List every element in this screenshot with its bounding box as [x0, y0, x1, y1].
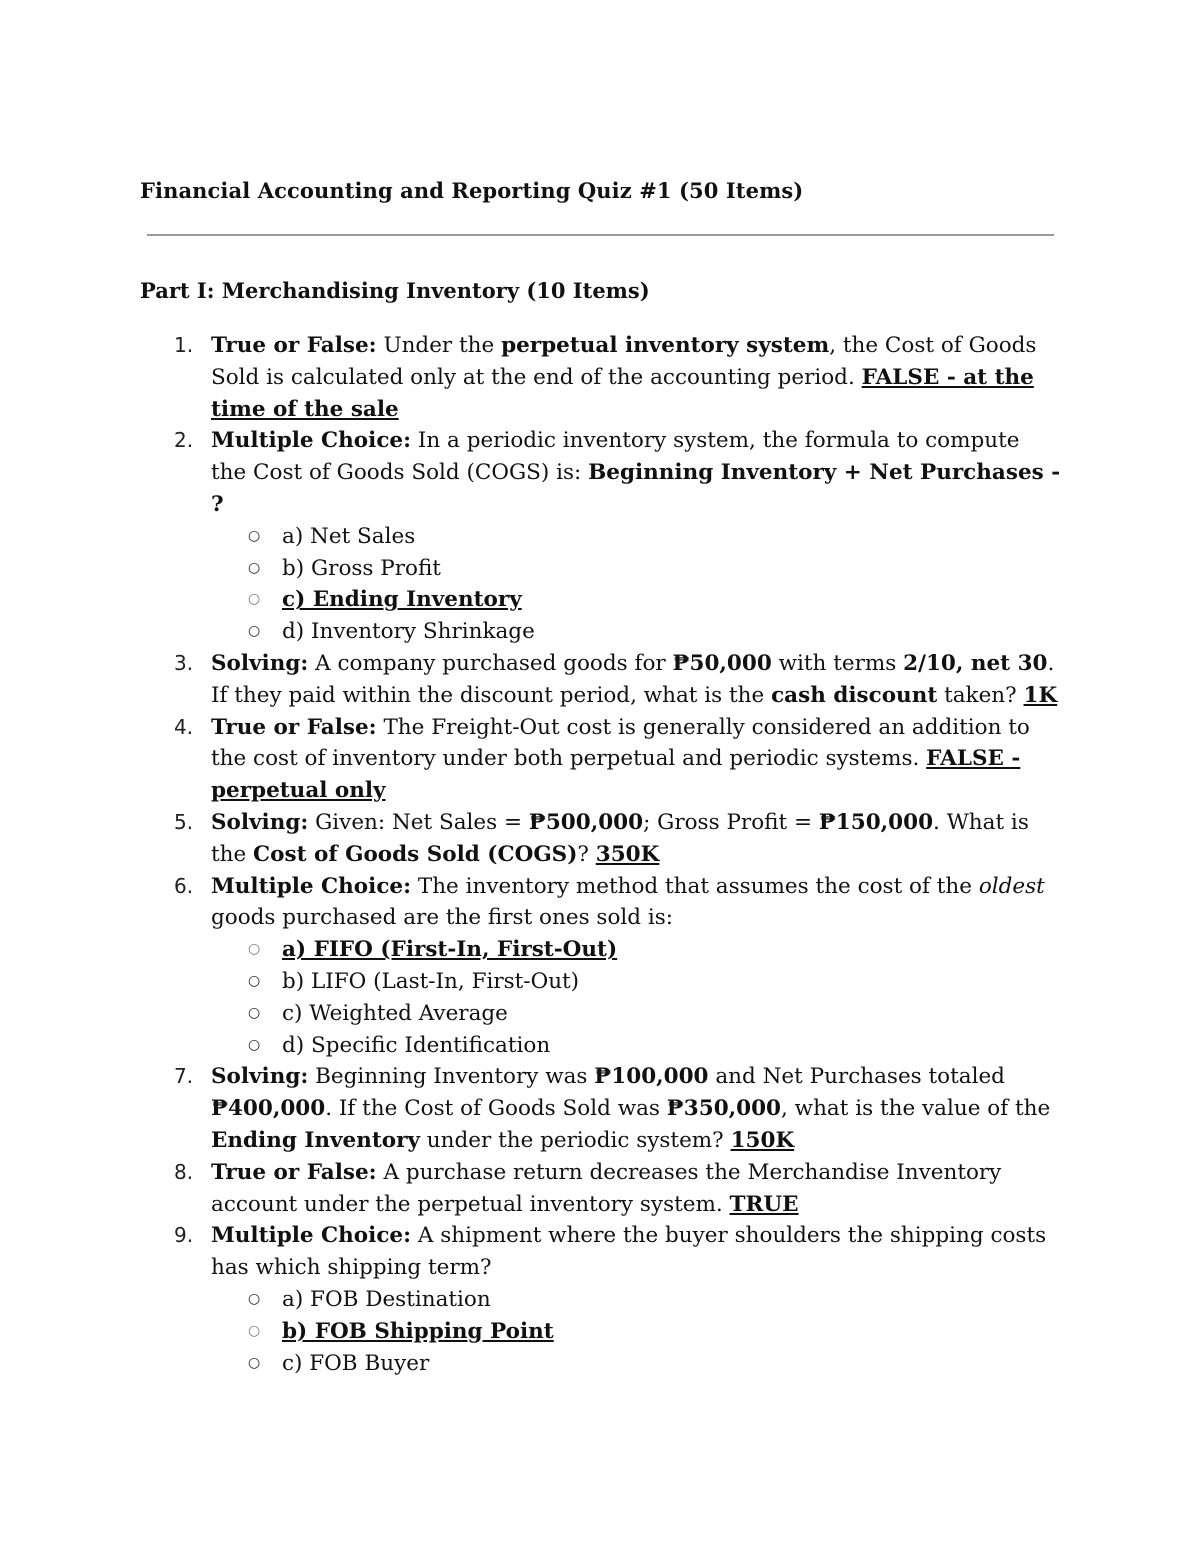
- circle-bullet-icon: ○: [248, 1004, 261, 1021]
- question-text: , the Cost of Goods Sold is calculated only at the end of the accounting period.: [211, 333, 1037, 390]
- question-type: Solving:: [211, 1064, 309, 1090]
- answer-text: 1K: [1023, 682, 1058, 708]
- question-list: [0, 330, 1200, 1379]
- option-c: [211, 998, 1061, 1030]
- document-title: Financial Accounting and Reporting Quiz #1 (50 Items): [140, 178, 804, 203]
- circle-bullet-icon: ○: [248, 591, 261, 608]
- option-a-correct: [211, 934, 1061, 966]
- question-emphasis: ₱500,000: [528, 809, 644, 835]
- option-list: [211, 521, 1061, 648]
- option-list: [211, 1284, 1061, 1379]
- option-label: a) Net Sales: [282, 523, 416, 549]
- question-9: [0, 1220, 1061, 1379]
- question-emphasis: Cost of Goods Sold (COGS): [253, 841, 578, 867]
- question-3: [0, 648, 1061, 712]
- question-number: 3.: [174, 650, 194, 675]
- option-label: a) FIFO (First-In, First-Out): [282, 937, 618, 963]
- answer-text: FALSE - perpetual only: [211, 746, 1021, 804]
- question-1: [0, 330, 1061, 425]
- option-d: [211, 1030, 1061, 1062]
- question-number: 7.: [174, 1064, 194, 1089]
- question-text: A purchase return decreases the Merchandise Inventory account under the perpetual inventory system.: [211, 1159, 1002, 1217]
- question-text: with terms: [771, 650, 904, 676]
- question-7: [0, 1061, 1061, 1156]
- question-emphasis: ₱350,000: [666, 1096, 782, 1122]
- question-emphasis: ₱100,000: [594, 1064, 709, 1090]
- question-emphasis: 2/10, net 30: [903, 650, 1048, 676]
- question-text: Given: Net Sales =: [308, 809, 529, 835]
- question-number: 6.: [174, 873, 194, 898]
- circle-bullet-icon: ○: [248, 623, 261, 640]
- question-text: ; Gross Profit =: [643, 809, 819, 835]
- question-emphasis: cash discount: [771, 682, 938, 708]
- circle-bullet-icon: ○: [248, 972, 261, 989]
- question-text: . If they paid within the discount period, what is the: [211, 650, 1055, 708]
- answer-text: 150K: [730, 1127, 795, 1153]
- question-text: . What is the: [211, 809, 1029, 867]
- answer-text: TRUE: [729, 1191, 799, 1217]
- circle-bullet-icon: ○: [248, 559, 261, 576]
- part-heading: Part I: Merchandising Inventory (10 Items): [140, 278, 650, 303]
- question-type: True or False:: [211, 333, 377, 358]
- option-label: d) Inventory Shrinkage: [282, 619, 535, 645]
- question-type: Multiple Choice:: [211, 1223, 412, 1249]
- question-6: [0, 871, 1061, 1062]
- question-text: In a periodic inventory system, the formula to compute the Cost of Goods Sold (COGS) is:: [211, 428, 1020, 486]
- question-number: 9.: [174, 1223, 194, 1248]
- option-list: [211, 934, 1061, 1061]
- question-text: The Freight-Out cost is generally considered an addition to the cost of inventory under both perpetual and periodic systems.: [211, 714, 1030, 772]
- option-label: c) Weighted Average: [282, 1000, 508, 1026]
- option-label: b) LIFO (Last-In, First-Out): [282, 968, 580, 994]
- question-emphasis: ₱400,000: [211, 1096, 326, 1122]
- question-8: [0, 1157, 1061, 1221]
- circle-bullet-icon: ○: [248, 1290, 261, 1307]
- circle-bullet-icon: ○: [248, 1354, 261, 1371]
- question-text: A company purchased goods for: [308, 650, 673, 676]
- circle-bullet-icon: ○: [248, 527, 261, 544]
- question-emphasis: perpetual inventory system: [501, 333, 830, 358]
- option-c: [211, 1348, 1061, 1380]
- option-label: b) FOB Shipping Point: [282, 1318, 554, 1344]
- question-number: 5.: [174, 809, 194, 834]
- question-text: taken?: [937, 682, 1024, 708]
- question-text: ?: [577, 841, 596, 867]
- question-text: Under the: [376, 333, 502, 358]
- question-type: True or False:: [211, 1159, 377, 1185]
- question-2: [0, 425, 1061, 648]
- question-italic: oldest: [978, 873, 1045, 899]
- question-emphasis: ₱50,000: [672, 650, 772, 676]
- question-number: 4.: [174, 714, 194, 739]
- option-d: [211, 616, 1061, 648]
- question-emphasis: Ending Inventory: [211, 1127, 420, 1153]
- question-type: Multiple Choice:: [211, 873, 412, 899]
- question-emphasis: Beginning Inventory + Net Purchases - ?: [211, 460, 1061, 517]
- option-b-correct: [211, 1316, 1061, 1348]
- question-text: . If the Cost of Goods Sold was: [325, 1096, 667, 1122]
- question-number: 8.: [174, 1159, 194, 1184]
- option-label: c) FOB Buyer: [282, 1350, 430, 1376]
- question-number: 1.: [174, 333, 194, 357]
- question-text: goods purchased are the first ones sold is:: [211, 905, 674, 931]
- question-4: [0, 712, 1061, 807]
- question-emphasis: ₱150,000: [818, 809, 934, 835]
- question-type: True or False:: [211, 714, 377, 740]
- question-type: Solving:: [211, 650, 309, 676]
- option-a: [211, 1284, 1061, 1316]
- horizontal-divider: [147, 234, 1054, 236]
- circle-bullet-icon: ○: [248, 941, 261, 958]
- option-label: a) FOB Destination: [282, 1286, 491, 1312]
- option-a: [211, 521, 1061, 553]
- question-number: 2.: [174, 428, 194, 453]
- question-type: Multiple Choice:: [211, 428, 412, 454]
- question-text: and Net Purchases totaled: [708, 1064, 1005, 1090]
- circle-bullet-icon: ○: [248, 1036, 261, 1053]
- question-text: The inventory method that assumes the cost of the: [411, 873, 979, 899]
- question-text: , what is the value of the: [781, 1096, 1051, 1122]
- question-text: under the periodic system?: [419, 1127, 731, 1153]
- option-label: c) Ending Inventory: [282, 587, 522, 613]
- answer-text: 350K: [595, 841, 660, 867]
- question-text: Beginning Inventory was: [308, 1064, 595, 1090]
- answer-text: FALSE - at the time of the sale: [211, 364, 1034, 422]
- question-type: Solving:: [211, 809, 309, 835]
- question-5: [0, 807, 1061, 871]
- option-label: d) Specific Identification: [282, 1032, 551, 1058]
- circle-bullet-icon: ○: [248, 1322, 261, 1339]
- question-text: A shipment where the buyer shoulders the shipping costs has which shipping term?: [211, 1223, 1047, 1281]
- option-label: b) Gross Profit: [282, 555, 441, 581]
- option-b: [211, 553, 1061, 585]
- option-c-correct: [211, 584, 1061, 616]
- option-b: [211, 966, 1061, 998]
